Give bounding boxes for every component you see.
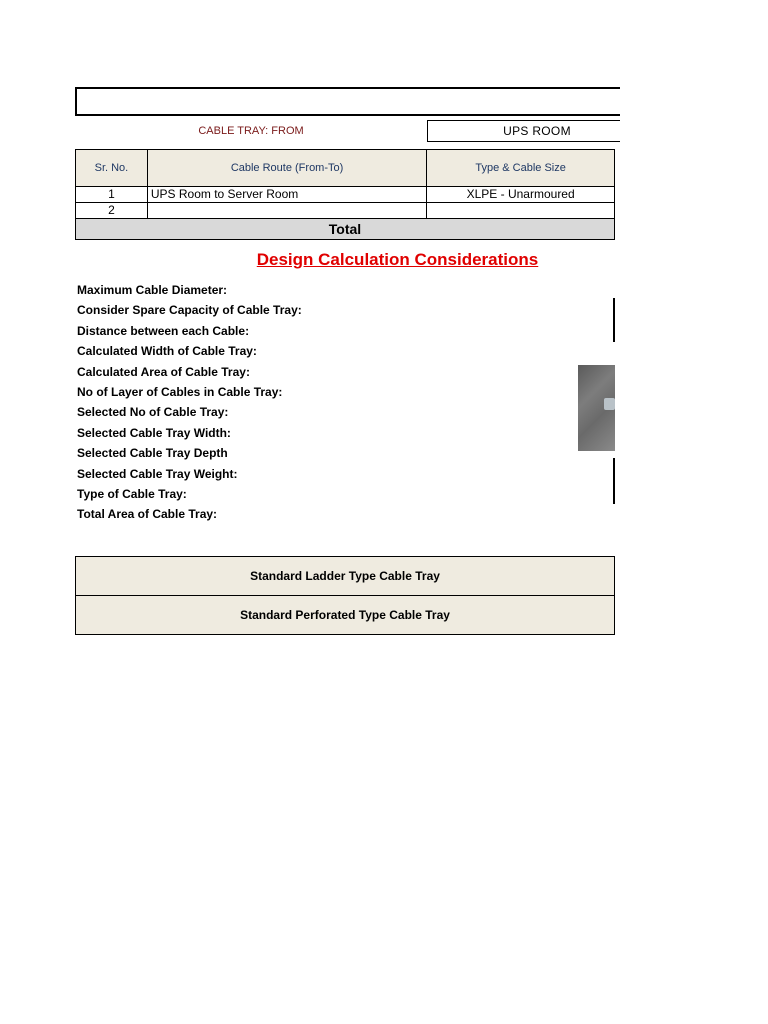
- title-box: [75, 87, 620, 116]
- right-border-line: [613, 298, 615, 342]
- cable-tray-from-label: CABLE TRAY: FROM: [198, 125, 304, 137]
- cable-route-table: [75, 149, 615, 240]
- consideration-item: Maximum Cable Diameter:: [77, 283, 228, 297]
- consideration-item: Consider Spare Capacity of Cable Tray:: [77, 303, 302, 318]
- consideration-item: Calculated Area of Cable Tray:: [77, 364, 250, 379]
- cell-route[interactable]: UPS Room to Server Room: [147, 187, 426, 203]
- standard-perforated-cable-tray-box[interactable]: Standard Perforated Type Cable Tray: [75, 595, 615, 635]
- cell-sr-no[interactable]: 1: [76, 187, 148, 203]
- consideration-item: Selected Cable Tray Width:: [77, 425, 231, 440]
- consideration-item: Distance between each Cable:: [77, 323, 250, 338]
- column-header-sr-no: Sr. No.: [76, 150, 148, 187]
- cell-type[interactable]: [427, 203, 615, 219]
- standard-ladder-cable-tray-box[interactable]: Standard Ladder Type Cable Tray: [75, 556, 615, 596]
- design-considerations-list: [77, 280, 302, 525]
- design-heading: Design Calculation Considerations: [256, 250, 539, 269]
- consideration-item: Selected No of Cable Tray:: [77, 405, 229, 420]
- cell-route[interactable]: [147, 203, 426, 219]
- table-row: [76, 187, 615, 203]
- photo-highlight: [604, 398, 615, 410]
- consideration-item: Total Area of Cable Tray:: [77, 507, 218, 522]
- right-border-line: [613, 458, 615, 504]
- table-row: [76, 203, 615, 219]
- consideration-item: Calculated Width of Cable Tray:: [77, 344, 257, 359]
- cable-tray-from-value[interactable]: UPS ROOM: [427, 120, 620, 142]
- cell-type[interactable]: XLPE - Unarmoured: [427, 187, 615, 203]
- column-header-cable-route: Cable Route (From-To): [147, 150, 426, 187]
- total-label: Total: [76, 219, 615, 240]
- cell-sr-no[interactable]: 2: [76, 203, 148, 219]
- consideration-item: Selected Cable Tray Depth: [77, 446, 228, 461]
- consideration-item: Selected Cable Tray Weight:: [77, 466, 238, 481]
- column-header-type-cable-size: Type & Cable Size: [427, 150, 615, 187]
- table-header-row: [76, 150, 615, 187]
- total-row: [76, 219, 615, 240]
- consideration-item: No of Layer of Cables in Cable Tray:: [77, 384, 283, 399]
- consideration-item: Type of Cable Tray:: [77, 486, 187, 501]
